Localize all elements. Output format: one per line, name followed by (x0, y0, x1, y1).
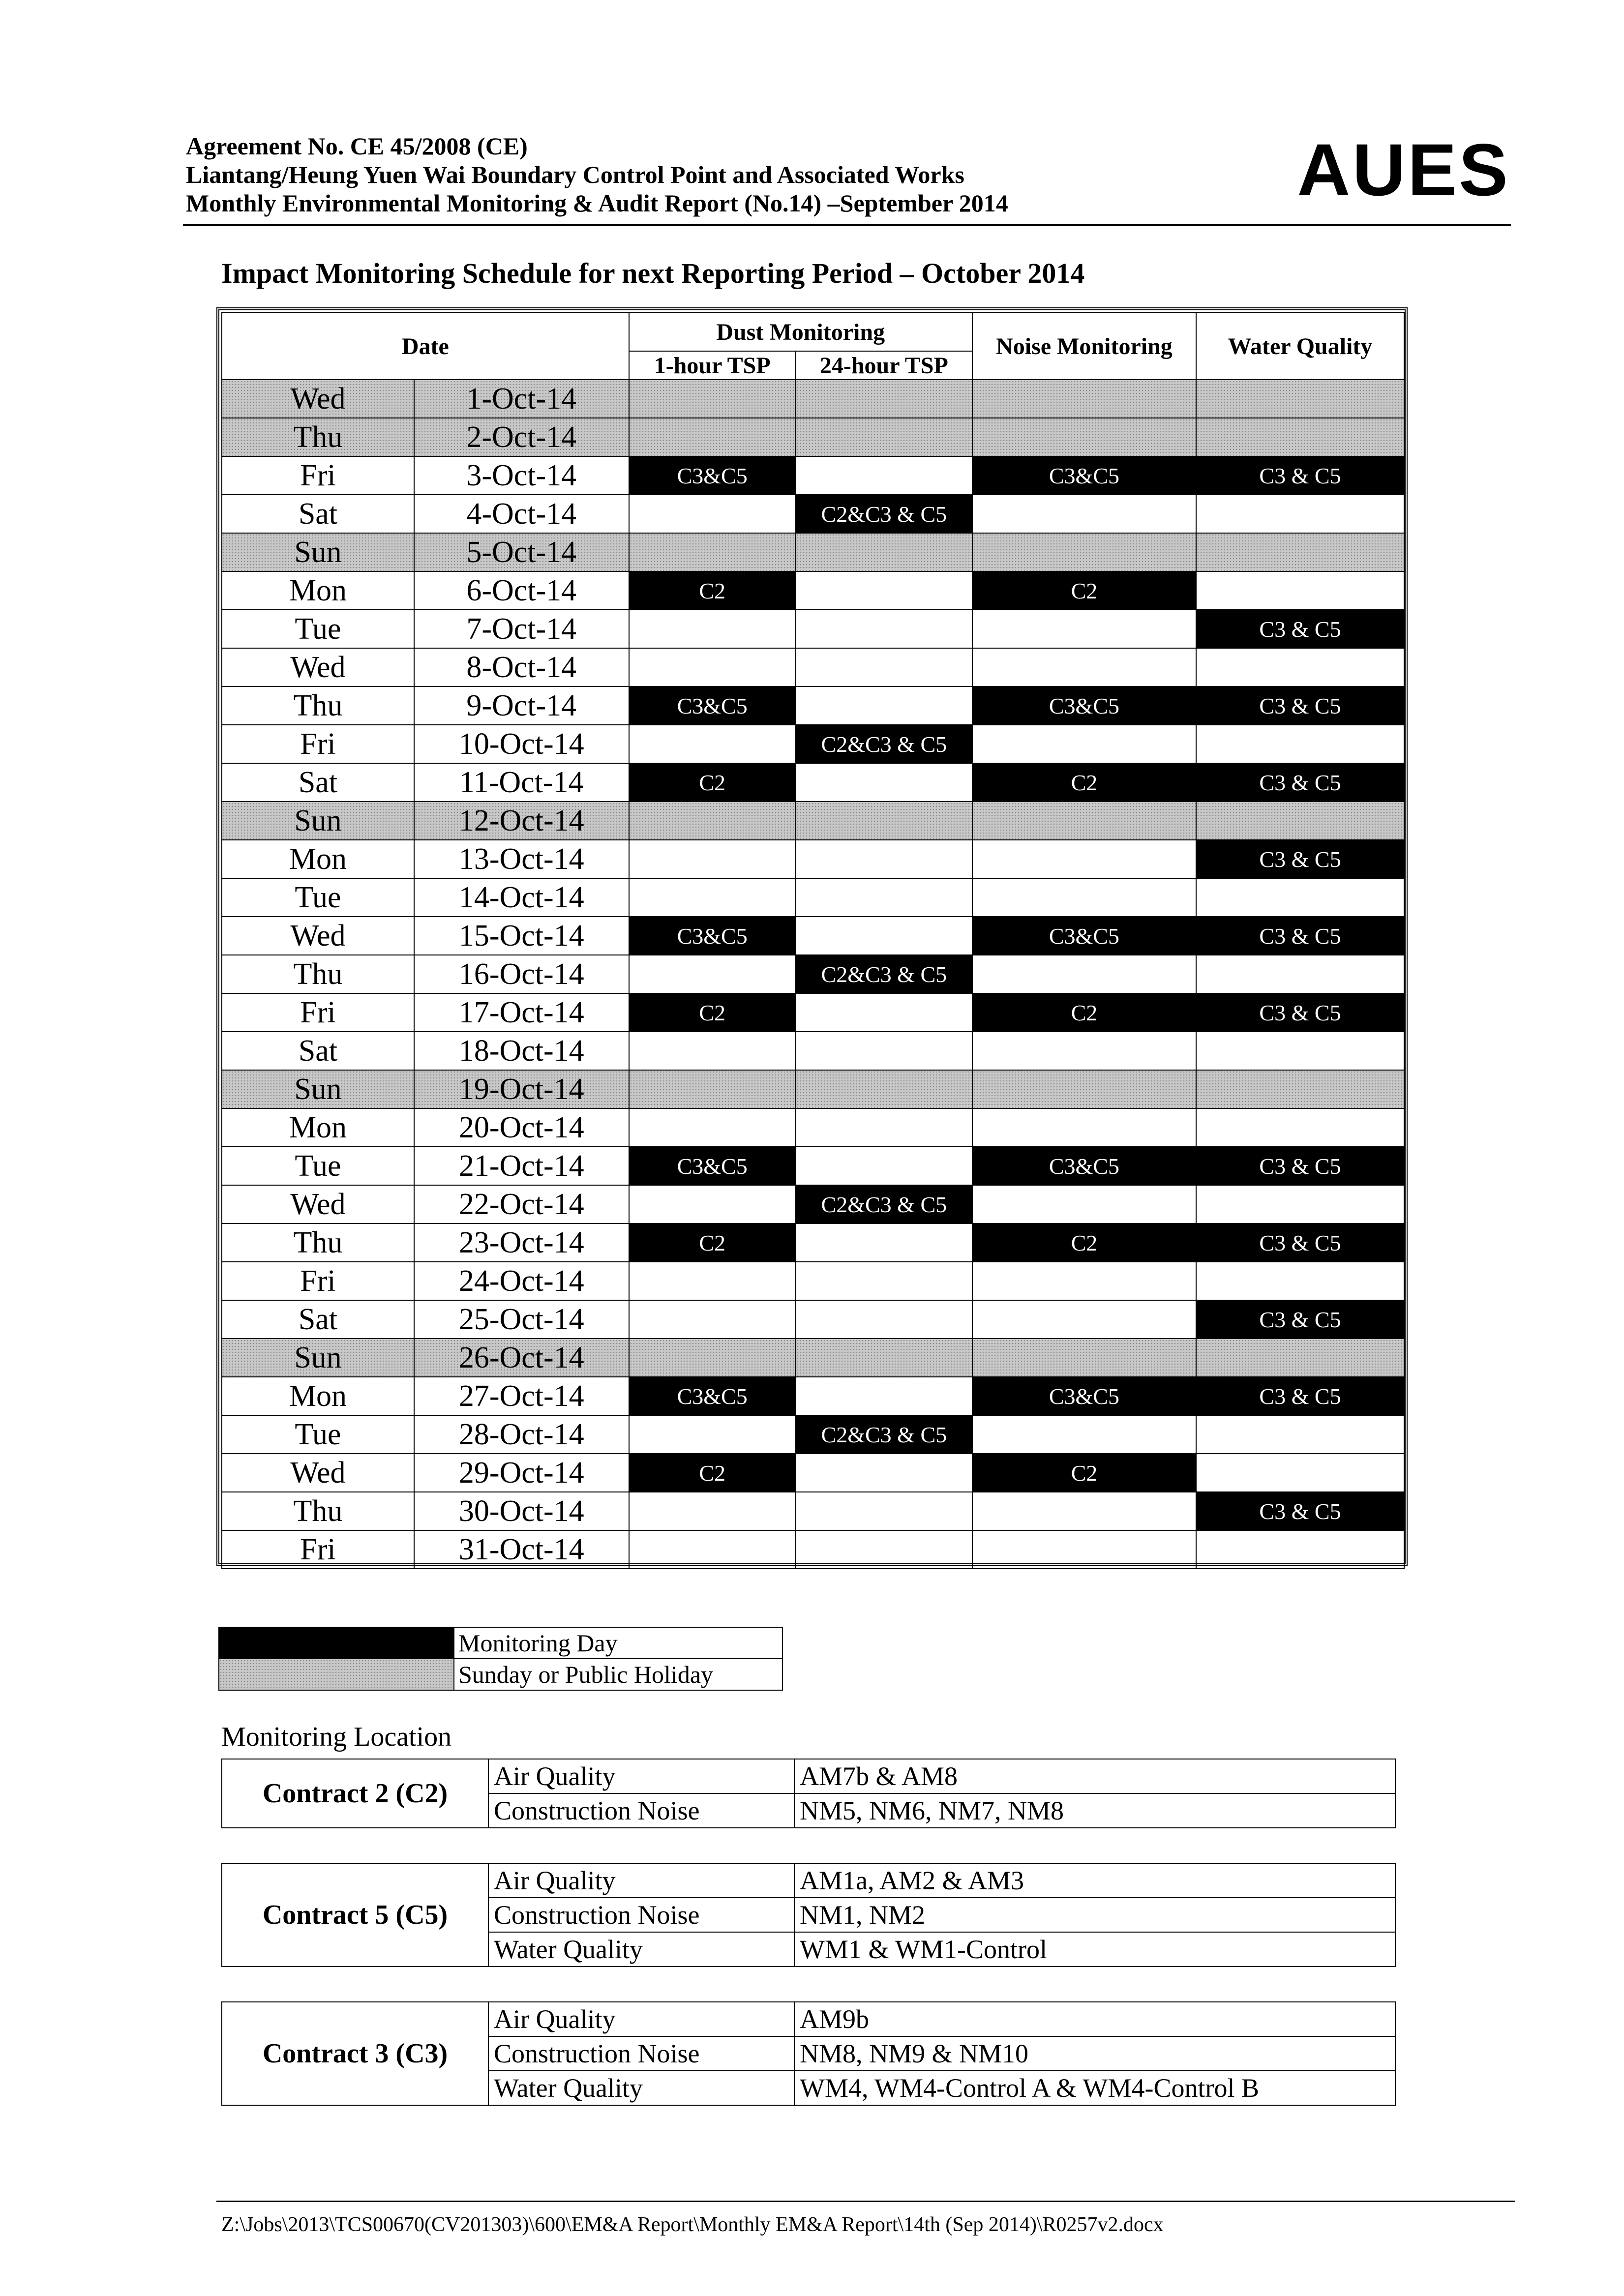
tsp1-cell (629, 1032, 796, 1070)
legend-holiday: Sunday or Public Holiday (454, 1659, 782, 1690)
header-1hour-tsp: 1-hour TSP (629, 351, 796, 380)
date-cell: 6-Oct-14 (414, 571, 629, 610)
date-cell: 12-Oct-14 (414, 802, 629, 840)
header-date: Date (222, 313, 629, 380)
date-cell: 20-Oct-14 (414, 1108, 629, 1147)
date-cell: 10-Oct-14 (414, 725, 629, 763)
table-row (222, 955, 1404, 993)
tsp24-cell (796, 1492, 972, 1530)
weekday-cell: Wed (222, 1454, 414, 1492)
table-row (222, 1070, 1404, 1108)
date-cell: 15-Oct-14 (414, 917, 629, 955)
tsp1-cell (629, 610, 796, 648)
table-row (222, 571, 1404, 610)
table-row (222, 840, 1404, 878)
noise-cell (972, 1492, 1196, 1530)
noise-cell: C3&C5 (972, 917, 1196, 955)
monitoring-type: Air Quality (488, 1863, 794, 1898)
tsp24-cell (796, 917, 972, 955)
water-cell (1196, 1530, 1404, 1569)
tsp24-cell (796, 993, 972, 1032)
tsp1-cell (629, 802, 796, 840)
weekday-cell: Fri (222, 1262, 414, 1300)
tsp1-cell: C3&C5 (629, 1377, 796, 1415)
noise-cell (972, 495, 1196, 533)
water-cell (1196, 1185, 1404, 1223)
tsp1-cell (629, 840, 796, 878)
weekday-cell: Thu (222, 1492, 414, 1530)
noise-cell (972, 648, 1196, 686)
weekday-cell: Sun (222, 1339, 414, 1377)
table-row (222, 1147, 1404, 1185)
header-dust-monitoring: Dust Monitoring (629, 313, 972, 351)
tsp24-cell (796, 802, 972, 840)
tsp24-cell (796, 1339, 972, 1377)
table-row (222, 1185, 1404, 1223)
tsp24-cell (796, 763, 972, 802)
weekday-cell: Sun (222, 533, 414, 571)
weekday-cell: Wed (222, 380, 414, 418)
tsp1-cell (629, 1108, 796, 1147)
tsp24-cell (796, 1147, 972, 1185)
table-row (222, 993, 1404, 1032)
monitoring-locations: AM9b (794, 2002, 1395, 2036)
table-row (222, 380, 1404, 418)
noise-cell (972, 418, 1196, 456)
weekday-cell: Sun (222, 802, 414, 840)
weekday-cell: Fri (222, 725, 414, 763)
tsp24-cell (796, 1070, 972, 1108)
tsp24-cell (796, 878, 972, 917)
tsp1-cell (629, 1185, 796, 1223)
schedule-table-frame (216, 307, 1408, 1566)
noise-cell (972, 725, 1196, 763)
tsp24-cell (796, 1108, 972, 1147)
water-cell (1196, 1108, 1404, 1147)
monitoring-type: Water Quality (488, 2071, 794, 2105)
water-cell: C3 & C5 (1196, 993, 1404, 1032)
monitoring-type: Air Quality (488, 2002, 794, 2036)
date-cell: 22-Oct-14 (414, 1185, 629, 1223)
noise-cell (972, 1300, 1196, 1339)
report-name: Monthly Environmental Monitoring & Audit Report (No.14) –September 2014 (186, 189, 1008, 217)
monitoring-locations: NM1, NM2 (794, 1898, 1395, 1932)
tsp24-cell (796, 1530, 972, 1569)
agreement-number: Agreement No. CE 45/2008 (CE) (186, 132, 528, 160)
noise-cell (972, 1415, 1196, 1454)
date-cell: 14-Oct-14 (414, 878, 629, 917)
weekday-cell: Wed (222, 917, 414, 955)
monitoring-type: Air Quality (488, 1759, 794, 1793)
weekday-cell: Sun (222, 1070, 414, 1108)
tsp1-cell (629, 533, 796, 571)
date-cell: 25-Oct-14 (414, 1300, 629, 1339)
water-cell (1196, 878, 1404, 917)
water-cell (1196, 955, 1404, 993)
table-row (222, 1032, 1404, 1070)
tsp24-cell (796, 1262, 972, 1300)
weekday-cell: Sat (222, 1032, 414, 1070)
table-row (222, 917, 1404, 955)
table-row (222, 686, 1404, 725)
weekday-cell: Thu (222, 1223, 414, 1262)
water-cell: C3 & C5 (1196, 1223, 1404, 1262)
contract-table-c3 (221, 2001, 1396, 2106)
monitoring-type: Construction Noise (488, 2036, 794, 2071)
legend (218, 1627, 783, 1691)
table-row (222, 495, 1404, 533)
noise-cell (972, 878, 1196, 917)
date-cell: 23-Oct-14 (414, 1223, 629, 1262)
header-noise-monitoring: Noise Monitoring (972, 313, 1196, 380)
tsp24-cell: C2&C3 & C5 (796, 495, 972, 533)
date-cell: 3-Oct-14 (414, 456, 629, 495)
table-row (222, 1530, 1404, 1569)
monitoring-type: Construction Noise (488, 1793, 794, 1828)
weekday-cell: Tue (222, 1415, 414, 1454)
table-row (222, 533, 1404, 571)
date-cell: 4-Oct-14 (414, 495, 629, 533)
water-cell: C3 & C5 (1196, 1300, 1404, 1339)
date-cell: 17-Oct-14 (414, 993, 629, 1032)
contract-name: Contract 2 (C2) (222, 1759, 488, 1828)
tsp24-cell (796, 1377, 972, 1415)
weekday-cell: Thu (222, 686, 414, 725)
date-cell: 29-Oct-14 (414, 1454, 629, 1492)
date-cell: 30-Oct-14 (414, 1492, 629, 1530)
schedule-table (221, 312, 1405, 1569)
noise-cell (972, 1070, 1196, 1108)
table-row (222, 1454, 1404, 1492)
noise-cell (972, 1032, 1196, 1070)
monitoring-locations: WM1 & WM1-Control (794, 1932, 1395, 1967)
weekday-cell: Mon (222, 571, 414, 610)
tsp24-cell: C2&C3 & C5 (796, 725, 972, 763)
weekday-cell: Fri (222, 993, 414, 1032)
tsp24-cell: C2&C3 & C5 (796, 955, 972, 993)
weekday-cell: Sat (222, 495, 414, 533)
tsp1-cell: C2 (629, 1223, 796, 1262)
header-divider (183, 224, 1511, 226)
monitoring-locations: NM8, NM9 & NM10 (794, 2036, 1395, 2071)
monitoring-locations: AM1a, AM2 & AM3 (794, 1863, 1395, 1898)
weekday-cell: Wed (222, 648, 414, 686)
date-cell: 7-Oct-14 (414, 610, 629, 648)
weekday-cell: Thu (222, 418, 414, 456)
weekday-cell: Sat (222, 763, 414, 802)
tsp24-cell (796, 840, 972, 878)
date-cell: 11-Oct-14 (414, 763, 629, 802)
water-cell (1196, 1262, 1404, 1300)
tsp24-cell (796, 1300, 972, 1339)
water-cell (1196, 1454, 1404, 1492)
tsp24-cell (796, 610, 972, 648)
water-cell: C3 & C5 (1196, 1492, 1404, 1530)
table-row (222, 456, 1404, 495)
weekday-cell: Mon (222, 1377, 414, 1415)
noise-cell (972, 610, 1196, 648)
contract-table-c5 (221, 1863, 1396, 1967)
contract-name: Contract 3 (C3) (222, 2002, 488, 2105)
weekday-cell: Tue (222, 1147, 414, 1185)
water-cell: C3 & C5 (1196, 456, 1404, 495)
file-path-footer: Z:\Jobs\2013\TCS00670(CV201303)\600\EM&A Report\Monthly EM&A Report\14th (Sep 2014)\R0257v2.docx (221, 2213, 1164, 2236)
date-cell: 16-Oct-14 (414, 955, 629, 993)
tsp1-cell: C3&C5 (629, 917, 796, 955)
noise-cell: C2 (972, 571, 1196, 610)
tsp24-cell (796, 571, 972, 610)
water-cell (1196, 571, 1404, 610)
tsp1-cell (629, 1492, 796, 1530)
tsp24-cell (796, 456, 972, 495)
date-cell: 26-Oct-14 (414, 1339, 629, 1377)
tsp24-cell (796, 1454, 972, 1492)
table-row (222, 878, 1404, 917)
date-cell: 9-Oct-14 (414, 686, 629, 725)
contract-name: Contract 5 (C5) (222, 1863, 488, 1967)
weekday-cell: Mon (222, 840, 414, 878)
noise-cell: C3&C5 (972, 686, 1196, 725)
monitoring-type: Water Quality (488, 1932, 794, 1967)
noise-cell (972, 802, 1196, 840)
tsp1-cell (629, 495, 796, 533)
noise-cell (972, 380, 1196, 418)
weekday-cell: Fri (222, 456, 414, 495)
date-cell: 31-Oct-14 (414, 1530, 629, 1569)
date-cell: 28-Oct-14 (414, 1415, 629, 1454)
weekday-cell: Thu (222, 955, 414, 993)
noise-cell: C2 (972, 763, 1196, 802)
legend-swatch-holiday (219, 1659, 454, 1690)
noise-cell: C3&C5 (972, 1377, 1196, 1415)
tsp24-cell (796, 648, 972, 686)
water-cell (1196, 1415, 1404, 1454)
monitoring-location-title: Monitoring Location (221, 1722, 452, 1752)
noise-cell: C3&C5 (972, 1147, 1196, 1185)
legend-swatch-monitoring (219, 1627, 454, 1659)
weekday-cell: Sat (222, 1300, 414, 1339)
water-cell: C3 & C5 (1196, 686, 1404, 725)
tsp1-cell (629, 1070, 796, 1108)
tsp1-cell (629, 1339, 796, 1377)
date-cell: 1-Oct-14 (414, 380, 629, 418)
table-row (222, 1492, 1404, 1530)
date-cell: 24-Oct-14 (414, 1262, 629, 1300)
weekday-cell: Mon (222, 1108, 414, 1147)
table-row (222, 418, 1404, 456)
water-cell: C3 & C5 (1196, 1377, 1404, 1415)
date-cell: 8-Oct-14 (414, 648, 629, 686)
water-cell: C3 & C5 (1196, 840, 1404, 878)
water-cell: C3 & C5 (1196, 763, 1404, 802)
tsp1-cell (629, 1530, 796, 1569)
noise-cell (972, 1339, 1196, 1377)
noise-cell: C2 (972, 1223, 1196, 1262)
tsp24-cell (796, 1032, 972, 1070)
tsp1-cell: C2 (629, 1454, 796, 1492)
tsp24-cell (796, 1223, 972, 1262)
table-row (222, 1300, 1404, 1339)
table-row (222, 1339, 1404, 1377)
header-water-quality: Water Quality (1196, 313, 1404, 380)
noise-cell (972, 1108, 1196, 1147)
water-cell: C3 & C5 (1196, 1147, 1404, 1185)
legend-monitoring-day: Monitoring Day (454, 1627, 782, 1659)
weekday-cell: Wed (222, 1185, 414, 1223)
tsp24-cell (796, 686, 972, 725)
water-cell (1196, 380, 1404, 418)
date-cell: 21-Oct-14 (414, 1147, 629, 1185)
tsp1-cell (629, 955, 796, 993)
weekday-cell: Tue (222, 878, 414, 917)
date-cell: 2-Oct-14 (414, 418, 629, 456)
water-cell (1196, 495, 1404, 533)
tsp24-cell (796, 533, 972, 571)
table-row (222, 802, 1404, 840)
noise-cell (972, 1530, 1196, 1569)
water-cell: C3 & C5 (1196, 917, 1404, 955)
date-cell: 13-Oct-14 (414, 840, 629, 878)
date-cell: 19-Oct-14 (414, 1070, 629, 1108)
table-row (222, 1108, 1404, 1147)
date-cell: 18-Oct-14 (414, 1032, 629, 1070)
project-name: Liantang/Heung Yuen Wai Boundary Control Point and Associated Works (186, 161, 964, 188)
tsp1-cell (629, 878, 796, 917)
header-24hour-tsp: 24-hour TSP (796, 351, 972, 380)
noise-cell: C2 (972, 1454, 1196, 1492)
tsp1-cell (629, 648, 796, 686)
tsp1-cell (629, 1300, 796, 1339)
tsp1-cell (629, 380, 796, 418)
table-row (222, 1415, 1404, 1454)
tsp1-cell: C3&C5 (629, 1147, 796, 1185)
monitoring-type: Construction Noise (488, 1898, 794, 1932)
tsp1-cell: C2 (629, 571, 796, 610)
schedule-rows (222, 380, 1404, 1569)
monitoring-locations: NM5, NM6, NM7, NM8 (794, 1793, 1395, 1828)
noise-cell (972, 1185, 1196, 1223)
water-cell (1196, 533, 1404, 571)
noise-cell: C2 (972, 993, 1196, 1032)
tsp24-cell (796, 418, 972, 456)
water-cell (1196, 1339, 1404, 1377)
water-cell (1196, 802, 1404, 840)
weekday-cell: Tue (222, 610, 414, 648)
table-row (222, 1223, 1404, 1262)
tsp24-cell (796, 380, 972, 418)
table-row (222, 763, 1404, 802)
noise-cell (972, 955, 1196, 993)
monitoring-locations: WM4, WM4-Control A & WM4-Control B (794, 2071, 1395, 2105)
water-cell (1196, 648, 1404, 686)
table-row (222, 725, 1404, 763)
weekday-cell: Fri (222, 1530, 414, 1569)
tsp1-cell (629, 418, 796, 456)
water-cell: C3 & C5 (1196, 610, 1404, 648)
water-cell (1196, 1032, 1404, 1070)
water-cell (1196, 725, 1404, 763)
page-title: Impact Monitoring Schedule for next Reporting Period – October 2014 (221, 257, 1085, 289)
tsp1-cell: C2 (629, 993, 796, 1032)
tsp1-cell (629, 1262, 796, 1300)
tsp1-cell: C3&C5 (629, 456, 796, 495)
water-cell (1196, 1070, 1404, 1108)
monitoring-locations: AM7b & AM8 (794, 1759, 1395, 1793)
table-row (222, 1262, 1404, 1300)
tsp1-cell (629, 725, 796, 763)
tsp1-cell (629, 1415, 796, 1454)
footer-divider (216, 2201, 1515, 2202)
contract-table-c2 (221, 1759, 1396, 1828)
date-cell: 27-Oct-14 (414, 1377, 629, 1415)
noise-cell: C3&C5 (972, 456, 1196, 495)
aues-logo: AUES (1297, 128, 1510, 211)
table-row (222, 610, 1404, 648)
noise-cell (972, 840, 1196, 878)
tsp24-cell: C2&C3 & C5 (796, 1415, 972, 1454)
noise-cell (972, 533, 1196, 571)
noise-cell (972, 1262, 1196, 1300)
tsp1-cell: C3&C5 (629, 686, 796, 725)
date-cell: 5-Oct-14 (414, 533, 629, 571)
tsp24-cell: C2&C3 & C5 (796, 1185, 972, 1223)
water-cell (1196, 418, 1404, 456)
table-row (222, 1377, 1404, 1415)
table-row (222, 648, 1404, 686)
tsp1-cell: C2 (629, 763, 796, 802)
